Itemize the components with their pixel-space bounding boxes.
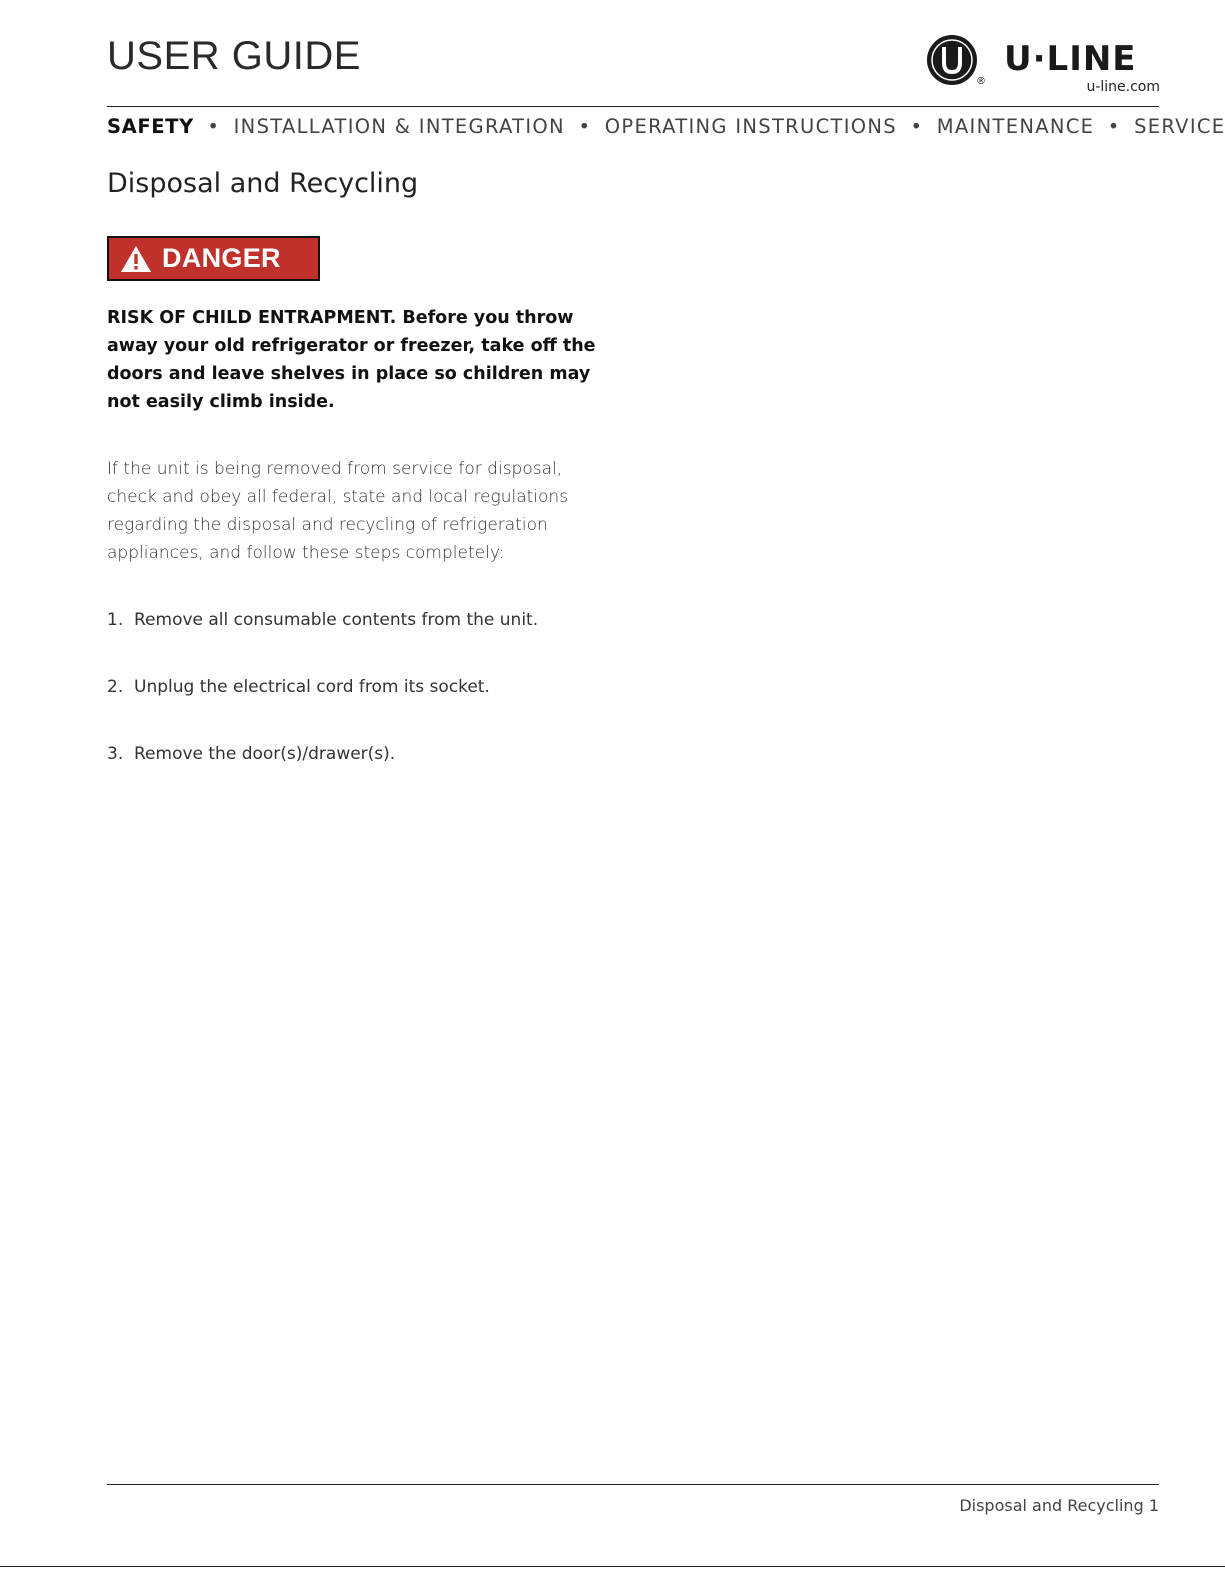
section-title: Disposal and Recycling bbox=[107, 168, 419, 199]
danger-badge bbox=[107, 236, 320, 281]
warning-triangle-icon bbox=[120, 245, 152, 273]
website-url: u-line.com bbox=[1086, 79, 1160, 95]
step-number: 2. bbox=[107, 677, 124, 697]
nav-item-installation[interactable]: INSTALLATION & INTEGRATION bbox=[233, 115, 565, 138]
list-item bbox=[107, 606, 707, 673]
list-item bbox=[107, 673, 707, 740]
header-divider bbox=[107, 106, 1159, 107]
registered-mark: ® bbox=[976, 76, 986, 87]
step-number: 1. bbox=[107, 610, 124, 630]
page-edge bbox=[0, 1566, 1225, 1567]
nav-separator: • bbox=[578, 115, 592, 138]
intro-paragraph: If the unit is being removed from service for disposal, check and obey all federal, state and local regulations regarding the disposal and recycling of refrigeration appliances, and follow these steps completely: bbox=[107, 459, 569, 563]
nav-item-maintenance[interactable]: MAINTENANCE bbox=[936, 115, 1095, 138]
danger-label: DANGER bbox=[162, 243, 281, 273]
list-item bbox=[107, 740, 707, 807]
uline-wordmark bbox=[1004, 42, 1160, 76]
uline-logo-icon bbox=[926, 34, 980, 88]
page-title: USER GUIDE bbox=[107, 34, 361, 78]
svg-text:U·LINE: U·LINE bbox=[1004, 42, 1137, 76]
nav-separator: • bbox=[207, 115, 221, 138]
steps-list bbox=[107, 606, 707, 807]
step-text: Remove the door(s)/drawer(s). bbox=[134, 744, 396, 764]
step-text: Remove all consumable contents from the unit. bbox=[134, 610, 539, 630]
footer-divider bbox=[107, 1484, 1159, 1485]
nav-item-service[interactable]: SERVICE bbox=[1134, 115, 1225, 138]
nav-item-operating[interactable]: OPERATING INSTRUCTIONS bbox=[604, 115, 897, 138]
uline-logo bbox=[926, 34, 1166, 96]
page-footer: Disposal and Recycling 1 bbox=[959, 1496, 1159, 1515]
step-text: Unplug the electrical cord from its socket. bbox=[134, 677, 490, 697]
danger-warning-text: RISK OF CHILD ENTRAPMENT. Before you throw away your old refrigerator or freezer, take off the doors and leave shelves in place so children may not easily climb inside. bbox=[107, 308, 596, 412]
section-nav bbox=[107, 115, 1225, 138]
step-number: 3. bbox=[107, 744, 124, 764]
nav-separator: • bbox=[1107, 115, 1121, 138]
nav-item-safety[interactable]: SAFETY bbox=[107, 115, 194, 138]
nav-separator: • bbox=[910, 115, 924, 138]
